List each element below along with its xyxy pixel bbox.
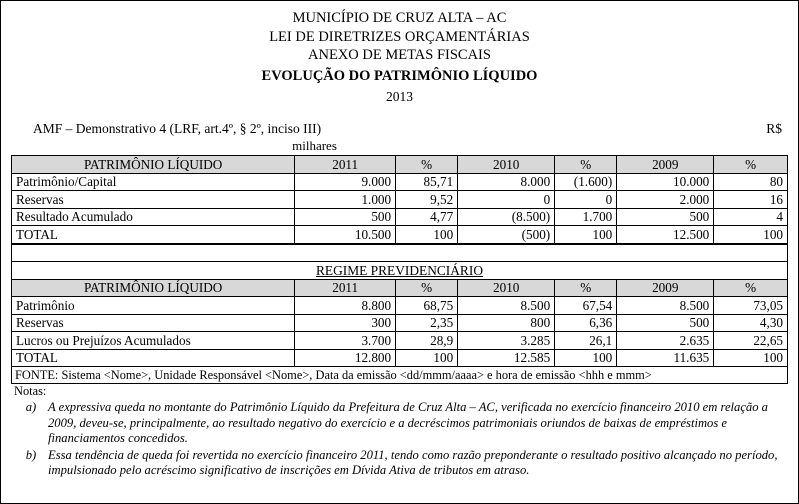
table2-r2-c1: 3.700 [295,332,396,350]
table2-r2-c6: 22,65 [714,332,788,350]
table1-r2-c2: 4,77 [396,208,458,226]
table-row [12,314,788,332]
header-line-title: EVOLUÇÃO DO PATRIMÔNIO LÍQUIDO [261,67,538,84]
table2-r3-c6: 100 [714,349,788,367]
regime-title: REGIME PREVIDENCIÁRIO [12,262,788,280]
table2-r2-c4: 26,1 [555,332,617,350]
currency-label: R$ [766,121,782,137]
table2-r0-c1: 8.800 [295,297,396,315]
table-row [12,208,788,226]
table2-col-3: 2010 [458,279,555,297]
table1-col-4: % [555,156,617,174]
table1-r0-c5: 10.000 [617,173,714,191]
table2-r0-c5: 8.500 [617,297,714,315]
list-item [14,400,785,447]
amf-reference: AMF – Demonstrativo 4 (LRF, art.4º, § 2º, inciso III) [33,121,322,137]
table1-r1-c6: 16 [714,191,788,209]
table1-col-5: 2009 [617,156,714,174]
table1-r1-c3: 0 [458,191,555,209]
table1-r0-c2: 85,71 [396,173,458,191]
table2-r1-c6: 4,30 [714,314,788,332]
header-line-ldo: LEI DE DIRETRIZES ORÇAMENTÁRIAS [269,28,530,45]
table2-r0-c2: 68,75 [396,297,458,315]
notes-list [11,400,788,479]
table1-r2-c6: 4 [714,208,788,226]
table1-r1-c4: 0 [555,191,617,209]
table-row [12,191,788,209]
table1-r0-c3: 8.000 [458,173,555,191]
table1-r3-c4: 100 [555,226,617,244]
table2-r3-c4: 100 [555,349,617,367]
note-text-b: Essa tendência de queda foi revertida no exercício financeiro 2011, tendo como razão preponderante o resultado positivo alcançado no período, impulsionado pelo acréscimo significativo de inscrições em Dívida Ativa de tributos em atraso. [48,447,778,478]
document-header [11,9,788,105]
table1-col-0: PATRIMÔNIO LÍQUIDO [12,156,295,174]
table2-r3-c5: 11.635 [617,349,714,367]
table-spacer [12,244,788,262]
table1-total-row [12,226,788,244]
table2-r1-c2: 2,35 [396,314,458,332]
table1-r0-c4: (1.600) [555,173,617,191]
table2-r1-c3: 800 [458,314,555,332]
note-marker-a: a) [25,400,37,415]
table2-r1-c1: 300 [295,314,396,332]
table1-r3-c3: (500) [458,226,555,244]
table2-r2-c3: 3.285 [458,332,555,350]
table2-r0-c4: 67,54 [555,297,617,315]
table1-r0-c1: 9.000 [295,173,396,191]
table1-r3-c0: TOTAL [12,226,295,244]
document-body [1,1,798,479]
table2-r1-c0: Reservas [12,314,295,332]
table1-r3-c2: 100 [396,226,458,244]
table2-col-0: PATRIMÔNIO LÍQUIDO [12,279,295,297]
table1-r2-c5: 500 [617,208,714,226]
table1-header-row [12,156,788,174]
table2-r3-c1: 12.800 [295,349,396,367]
table1-r2-c1: 500 [295,208,396,226]
table1-r2-c4: 1.700 [555,208,617,226]
table1-r3-c5: 12.500 [617,226,714,244]
table2-total-row [12,349,788,367]
table2-r0-c6: 73,05 [714,297,788,315]
regime-title-row [12,262,788,280]
table2-r2-c2: 28,9 [396,332,458,350]
table2-r1-c5: 500 [617,314,714,332]
table1-r1-c0: Reservas [12,191,295,209]
table2-r3-c3: 12.585 [458,349,555,367]
note-marker-b: b) [25,447,37,462]
table1-col-3: 2010 [458,156,555,174]
header-line-anexo: ANEXO DE METAS FISCAIS [308,47,491,64]
list-item [14,448,785,479]
notas-label: Notas: [14,384,47,399]
table-row [12,332,788,350]
unit-label: milhares [292,138,337,154]
header-line-municipio: MUNICÍPIO DE CRUZ ALTA – AC [292,10,507,26]
table2-col-2: % [396,279,458,297]
regime-previdenciario-table [11,244,788,368]
table1-r1-c2: 9,52 [396,191,458,209]
patrimonio-liquido-table [11,155,788,244]
table2-r0-c0: Patrimônio [12,297,295,315]
table1-r2-c3: (8.500) [458,208,555,226]
table1-r1-c1: 1.000 [295,191,396,209]
table2-col-6: % [714,279,788,297]
header-line-year: 2013 [386,89,413,105]
table2-col-1: 2011 [295,279,396,297]
table1-r3-c1: 10.500 [295,226,396,244]
fonte-text: FONTE: Sistema <Nome>, Unidade Responsável <Nome>, Data da emissão <dd/mmm/aaaa> e hora de emissão <hhh e mmm> [11,367,788,384]
table1-r3-c6: 100 [714,226,788,244]
amf-row [11,121,788,137]
table2-header-row [12,279,788,297]
table1-r0-c6: 80 [714,173,788,191]
table-row [12,297,788,315]
table1-r1-c5: 2.000 [617,191,714,209]
table-row [12,173,788,191]
table2-r2-c5: 2.635 [617,332,714,350]
table2-r3-c0: TOTAL [12,349,295,367]
table2-col-4: % [555,279,617,297]
table2-r0-c3: 8.500 [458,297,555,315]
table1-r0-c0: Patrimônio/Capital [12,173,295,191]
table2-col-5: 2009 [617,279,714,297]
table1-r2-c0: Resultado Acumulado [12,208,295,226]
table2-r3-c2: 100 [396,349,458,367]
table1-col-1: 2011 [295,156,396,174]
table2-r2-c0: Lucros ou Prejuízos Acumulados [12,332,295,350]
table1-col-6: % [714,156,788,174]
note-text-a: A expressiva queda no montante do Patrimônio Líquido da Prefeitura de Cruz Alta – AC, verificada no exercício financeiro 2010 em relação a 2009, deveu-se, principalmente, ao resultado negativo do exercício e a decréscimos patrimoniais oriundos de baixas de empréstimos e financiamentos concedidos. [48,400,768,446]
table2-r1-c4: 6,36 [555,314,617,332]
table1-col-2: % [396,156,458,174]
